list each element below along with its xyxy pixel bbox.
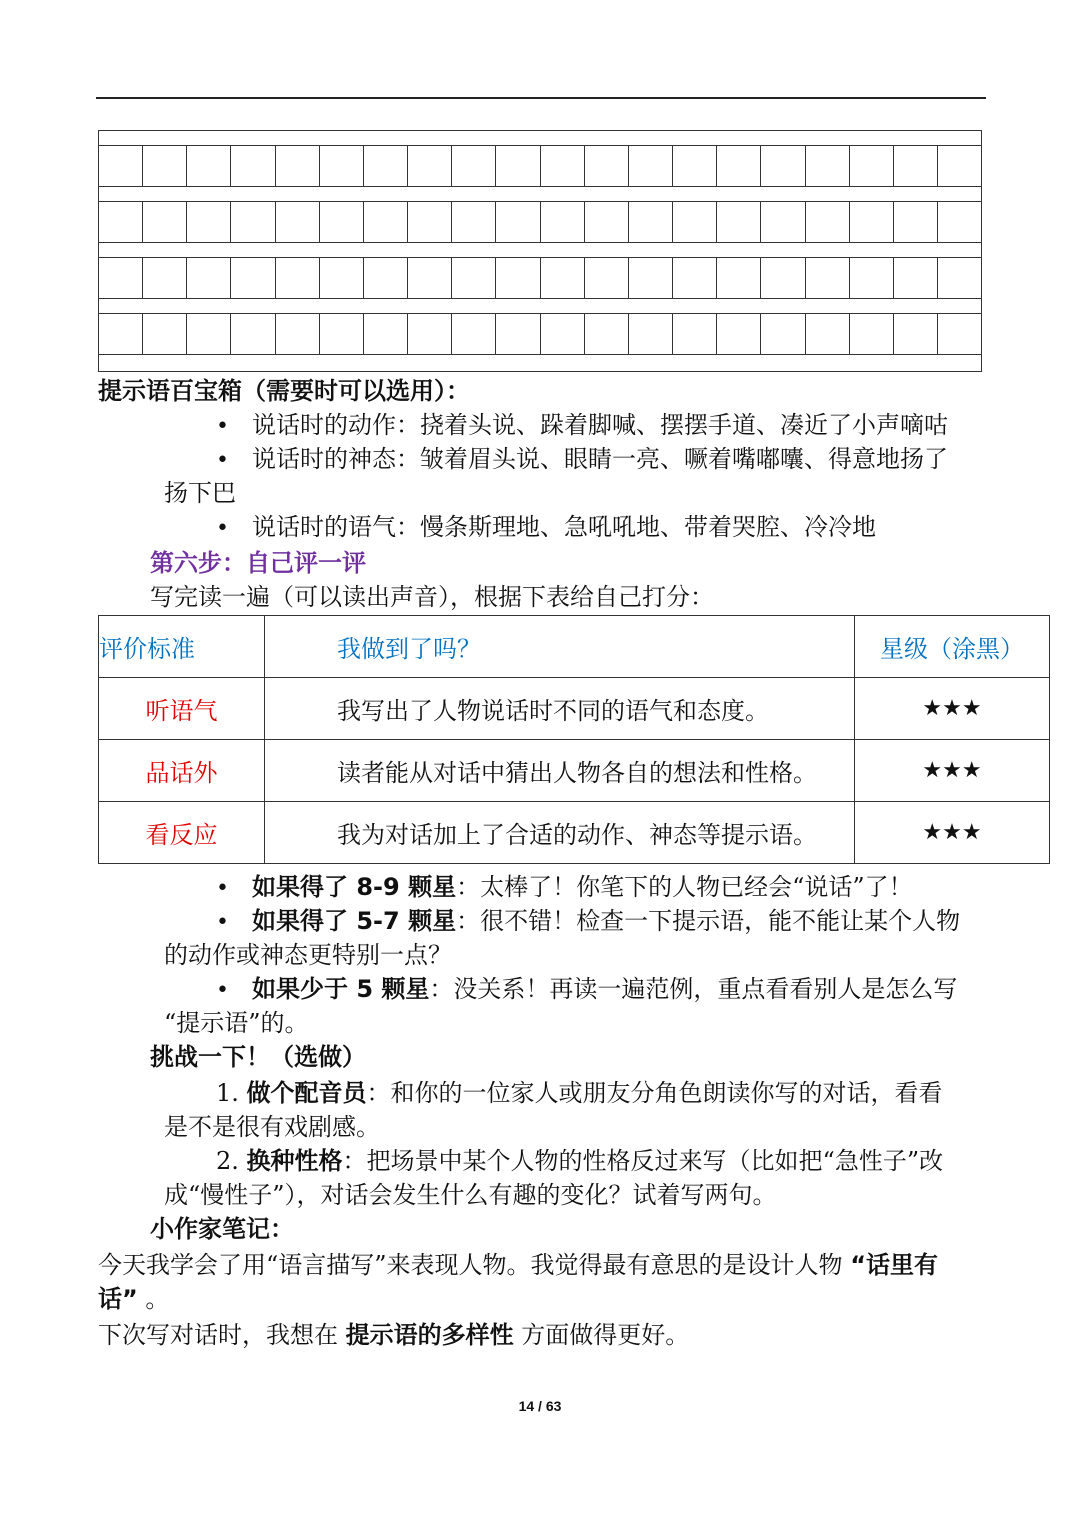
grid-row xyxy=(99,257,981,299)
grid-cell[interactable] xyxy=(893,258,937,298)
header-criterion: 评价标准 xyxy=(99,616,265,678)
grid-cell[interactable] xyxy=(363,314,407,354)
grid-cell[interactable] xyxy=(451,258,495,298)
grid-cell[interactable] xyxy=(230,202,274,242)
grid-cell[interactable] xyxy=(584,314,628,354)
table-row xyxy=(99,802,1050,864)
notes-line: 今天我学会了用“语言描写”来表现人物。我觉得最有意思的是设计人物 “话里有 xyxy=(98,1251,938,1279)
bullet-icon: • xyxy=(216,414,229,439)
criterion-cell: 看反应 xyxy=(99,802,265,864)
grid-cell[interactable] xyxy=(275,202,319,242)
grid-cell[interactable] xyxy=(319,202,363,242)
scoring-item-cont: “提示语”的。 xyxy=(164,1009,309,1037)
grid-cell[interactable] xyxy=(937,146,981,186)
grid-row xyxy=(99,145,981,187)
step6-intro: 写完读一遍（可以读出声音），根据下表给自己打分： xyxy=(150,583,714,611)
grid-cell[interactable] xyxy=(495,258,539,298)
header-rule xyxy=(96,97,986,99)
grid-cell[interactable] xyxy=(628,314,672,354)
toolbox-item-cont: 扬下巴 xyxy=(164,479,236,507)
grid-cell[interactable] xyxy=(628,146,672,186)
grid-cell[interactable] xyxy=(275,258,319,298)
grid-cell[interactable] xyxy=(805,146,849,186)
grid-cell[interactable] xyxy=(937,314,981,354)
grid-cell[interactable] xyxy=(716,258,760,298)
grid-cell[interactable] xyxy=(495,202,539,242)
grid-cell[interactable] xyxy=(363,146,407,186)
scoring-item-cont: 的动作或神态更特别一点？ xyxy=(164,941,452,969)
grid-cell[interactable] xyxy=(186,202,230,242)
grid-cell[interactable] xyxy=(495,314,539,354)
grid-cell[interactable] xyxy=(451,314,495,354)
grid-cell[interactable] xyxy=(584,146,628,186)
grid-cell[interactable] xyxy=(99,258,142,298)
grid-cell[interactable] xyxy=(628,258,672,298)
grid-cell[interactable] xyxy=(495,146,539,186)
toolbox-title: 提示语百宝箱（需要时可以选用）： xyxy=(98,377,470,405)
grid-cell[interactable] xyxy=(407,258,451,298)
notes-title: 小作家笔记： xyxy=(150,1215,294,1243)
toolbox-item: 说话时的动作：挠着头说、跺着脚喊、摆摆手道、凑近了小声嘀咕 xyxy=(252,411,948,439)
toolbox-item: 说话时的语气：慢条斯理地、急吼吼地、带着哭腔、冷冷地 xyxy=(252,513,876,541)
grid-cell[interactable] xyxy=(805,314,849,354)
criterion-cell: 品话外 xyxy=(99,740,265,802)
notes-line: 话” 。 xyxy=(98,1285,170,1313)
grid-cell[interactable] xyxy=(99,146,142,186)
header-stars: 星级（涂黑） xyxy=(855,616,1050,678)
header-done: 我做到了吗？ xyxy=(265,616,855,678)
grid-cell[interactable] xyxy=(716,202,760,242)
grid-cell[interactable] xyxy=(893,202,937,242)
grid-cell[interactable] xyxy=(849,258,893,298)
grid-cell[interactable] xyxy=(186,146,230,186)
grid-cell[interactable] xyxy=(805,258,849,298)
grid-cell[interactable] xyxy=(186,258,230,298)
grid-cell[interactable] xyxy=(584,202,628,242)
grid-cell[interactable] xyxy=(363,258,407,298)
grid-cell[interactable] xyxy=(275,314,319,354)
bullet-icon: • xyxy=(216,910,229,935)
grid-cell[interactable] xyxy=(142,258,186,298)
grid-cell[interactable] xyxy=(760,146,804,186)
grid-cell[interactable] xyxy=(716,146,760,186)
grid-cell[interactable] xyxy=(142,314,186,354)
grid-cell[interactable] xyxy=(937,202,981,242)
grid-cell[interactable] xyxy=(760,258,804,298)
grid-cell[interactable] xyxy=(849,314,893,354)
grid-cell[interactable] xyxy=(186,314,230,354)
desc-cell: 我写出了人物说话时不同的语气和态度。 xyxy=(265,678,855,740)
grid-row xyxy=(99,201,981,243)
grid-cell[interactable] xyxy=(584,258,628,298)
writing-grid xyxy=(98,130,982,372)
desc-cell: 读者能从对话中猜出人物各自的想法和性格。 xyxy=(265,740,855,802)
page-number: 14 / 63 xyxy=(518,1398,562,1414)
bullet-icon: • xyxy=(216,448,229,473)
grid-cell[interactable] xyxy=(363,202,407,242)
grid-cell[interactable] xyxy=(716,314,760,354)
grid-cell[interactable] xyxy=(540,314,584,354)
grid-cell[interactable] xyxy=(319,258,363,298)
grid-cell[interactable] xyxy=(849,146,893,186)
criterion-cell: 听语气 xyxy=(99,678,265,740)
challenge-title: 挑战一下！（选做） xyxy=(150,1043,366,1071)
challenge-item: 2. 换种性格：把场景中某个人物的性格反过来写（比如把“急性子”改 xyxy=(216,1147,944,1175)
grid-cell[interactable] xyxy=(319,314,363,354)
bullet-icon: • xyxy=(216,516,229,541)
star-rating[interactable]: ★★★ xyxy=(855,678,1050,740)
star-rating[interactable]: ★★★ xyxy=(855,802,1050,864)
grid-cell[interactable] xyxy=(849,202,893,242)
grid-cell[interactable] xyxy=(760,314,804,354)
scoring-item: 如果少于 5 颗星：没关系！再读一遍范例，重点看看别人是怎么写 xyxy=(252,975,958,1003)
table-row xyxy=(99,678,1050,740)
challenge-item-cont: 成“慢性子”），对话会发生什么有趣的变化？试着写两句。 xyxy=(164,1181,777,1209)
grid-row xyxy=(99,313,981,355)
grid-cell[interactable] xyxy=(937,258,981,298)
toolbox-item: 说话时的神态：皱着眉头说、眼睛一亮、噘着嘴嘟囔、得意地扬了 xyxy=(252,445,948,473)
challenge-item: 1. 做个配音员：和你的一位家人或朋友分角色朗读你写的对话，看看 xyxy=(216,1079,943,1107)
grid-cell[interactable] xyxy=(230,314,274,354)
grid-cell[interactable] xyxy=(407,314,451,354)
grid-cell[interactable] xyxy=(319,146,363,186)
bullet-icon: • xyxy=(216,978,229,1003)
table-header-row xyxy=(99,616,1050,678)
grid-cell[interactable] xyxy=(407,146,451,186)
grid-cell[interactable] xyxy=(672,202,716,242)
scoring-item: 如果得了 5-7 颗星：很不错！检查一下提示语，能不能让某个人物 xyxy=(252,907,961,935)
grid-cell[interactable] xyxy=(540,202,584,242)
grid-cell[interactable] xyxy=(893,146,937,186)
grid-cell[interactable] xyxy=(99,202,142,242)
grid-cell[interactable] xyxy=(893,314,937,354)
grid-cell[interactable] xyxy=(672,258,716,298)
grid-cell[interactable] xyxy=(275,146,319,186)
notes-line: 下次写对话时，我想在 提示语的多样性 方面做得更好。 xyxy=(98,1321,690,1349)
grid-cell[interactable] xyxy=(672,146,716,186)
grid-cell[interactable] xyxy=(230,258,274,298)
grid-cell[interactable] xyxy=(672,314,716,354)
grid-cell[interactable] xyxy=(451,146,495,186)
desc-cell: 我为对话加上了合适的动作、神态等提示语。 xyxy=(265,802,855,864)
bullet-icon: • xyxy=(216,876,229,901)
challenge-item-cont: 是不是很有戏剧感。 xyxy=(164,1113,380,1141)
grid-cell[interactable] xyxy=(142,202,186,242)
grid-cell[interactable] xyxy=(99,314,142,354)
grid-cell[interactable] xyxy=(451,202,495,242)
star-rating[interactable]: ★★★ xyxy=(855,740,1050,802)
grid-cell[interactable] xyxy=(230,146,274,186)
grid-cell[interactable] xyxy=(540,258,584,298)
evaluation-table xyxy=(98,615,1050,864)
table-row xyxy=(99,740,1050,802)
grid-cell[interactable] xyxy=(407,202,451,242)
grid-cell[interactable] xyxy=(540,146,584,186)
grid-cell[interactable] xyxy=(805,202,849,242)
grid-cell[interactable] xyxy=(142,146,186,186)
grid-cell[interactable] xyxy=(628,202,672,242)
step6-title: 第六步：自己评一评 xyxy=(150,549,366,577)
grid-cell[interactable] xyxy=(760,202,804,242)
scoring-item: 如果得了 8-9 颗星：太棒了！你笔下的人物已经会“说话”了！ xyxy=(252,873,913,901)
